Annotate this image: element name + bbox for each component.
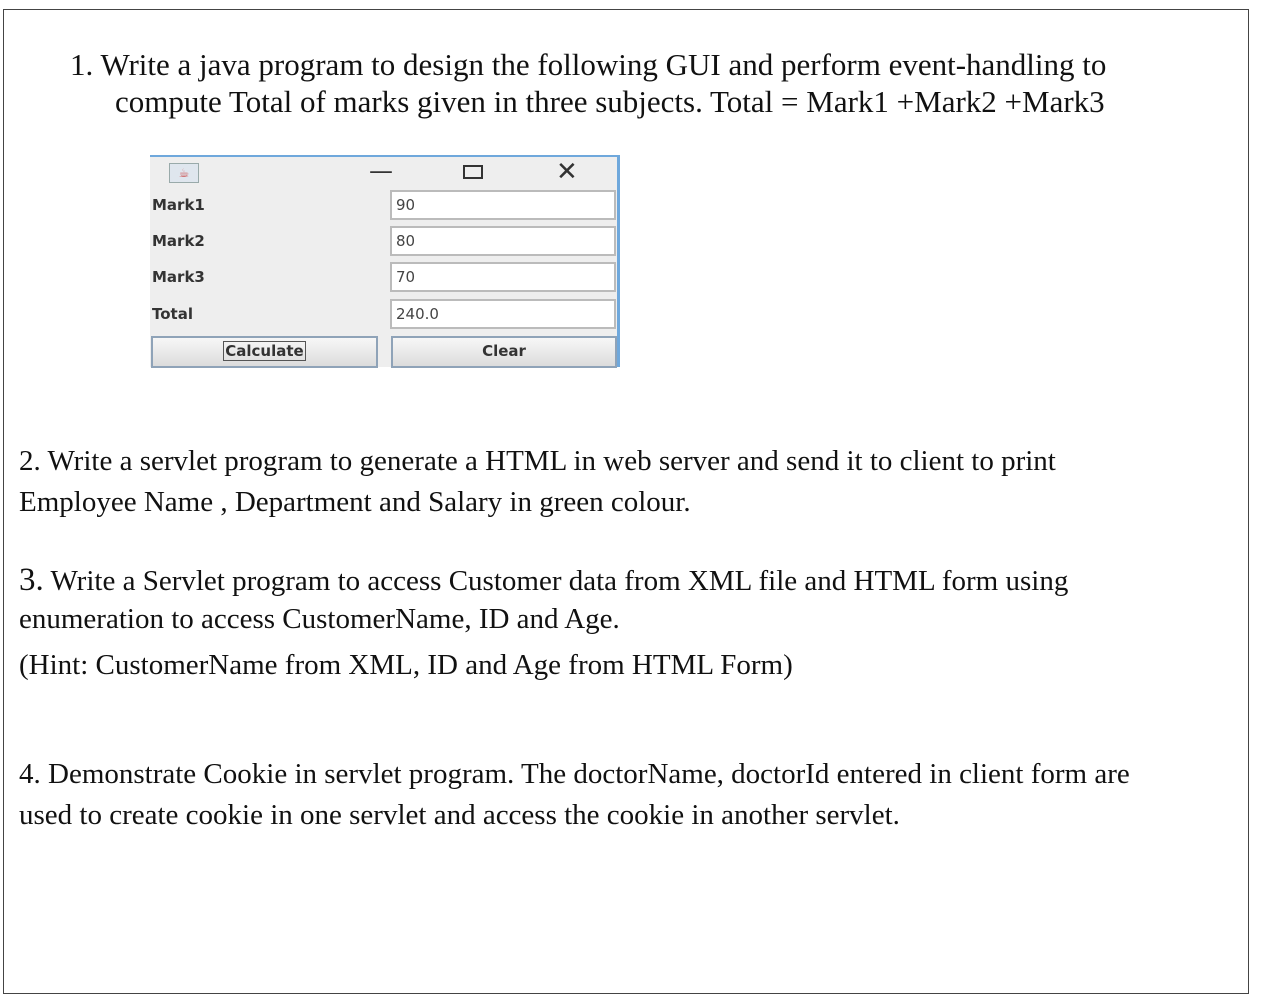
clear-button[interactable]: Clear — [391, 336, 617, 368]
question-3-line-2: enumeration to access CustomerName, ID and Age. — [19, 603, 620, 635]
question-1-line-1: 1. Write a java program to design the following GUI and perform event-handling to — [70, 47, 1107, 82]
mark2-label: Mark2 — [152, 232, 205, 250]
question-2-line-2: Employee Name , Department and Salary in green colour. — [19, 486, 691, 518]
question-2-line-1: 2. Write a servlet program to generate a HTML in web server and send it to client to print — [19, 445, 1056, 477]
calculate-button[interactable] — [151, 336, 378, 368]
mark1-label: Mark1 — [152, 196, 205, 214]
java-icon: ☕ — [169, 163, 199, 183]
question-3 — [19, 561, 1068, 638]
question-4-line-2: used to create cookie in one servlet and access the cookie in another servlet. — [19, 799, 900, 831]
question-3-number: 3. — [19, 562, 44, 598]
window-titlebar — [150, 157, 617, 187]
minimize-icon[interactable]: — — [369, 157, 393, 185]
question-3-line-1-text: Write a Servlet program to access Customer data from XML file and HTML form using — [43, 565, 1069, 597]
close-icon[interactable]: ✕ — [556, 157, 578, 187]
question-1 — [70, 46, 1106, 120]
mark2-field[interactable]: 80 — [390, 226, 616, 256]
question-3-line-1 — [19, 561, 1068, 600]
question-1-line-2: compute Total of marks given in three subjects. Total = Mark1 +Mark2 +Mark3 — [115, 84, 1105, 119]
mark3-label: Mark3 — [152, 268, 205, 286]
question-3-hint: (Hint: CustomerName from XML, ID and Age from HTML Form) — [19, 649, 793, 681]
question-4-line-1: 4. Demonstrate Cookie in servlet program. The doctorName, doctorId entered in client form are — [19, 758, 1130, 790]
question-4 — [19, 754, 1130, 836]
mark3-field[interactable]: 70 — [390, 262, 616, 292]
total-label: Total — [152, 305, 193, 323]
total-field[interactable]: 240.0 — [390, 299, 616, 329]
mark1-field[interactable]: 90 — [390, 190, 616, 220]
calculate-label: Calculate — [225, 342, 304, 360]
gui-window — [150, 155, 620, 367]
question-2 — [19, 441, 1056, 523]
maximize-icon[interactable] — [463, 165, 483, 179]
